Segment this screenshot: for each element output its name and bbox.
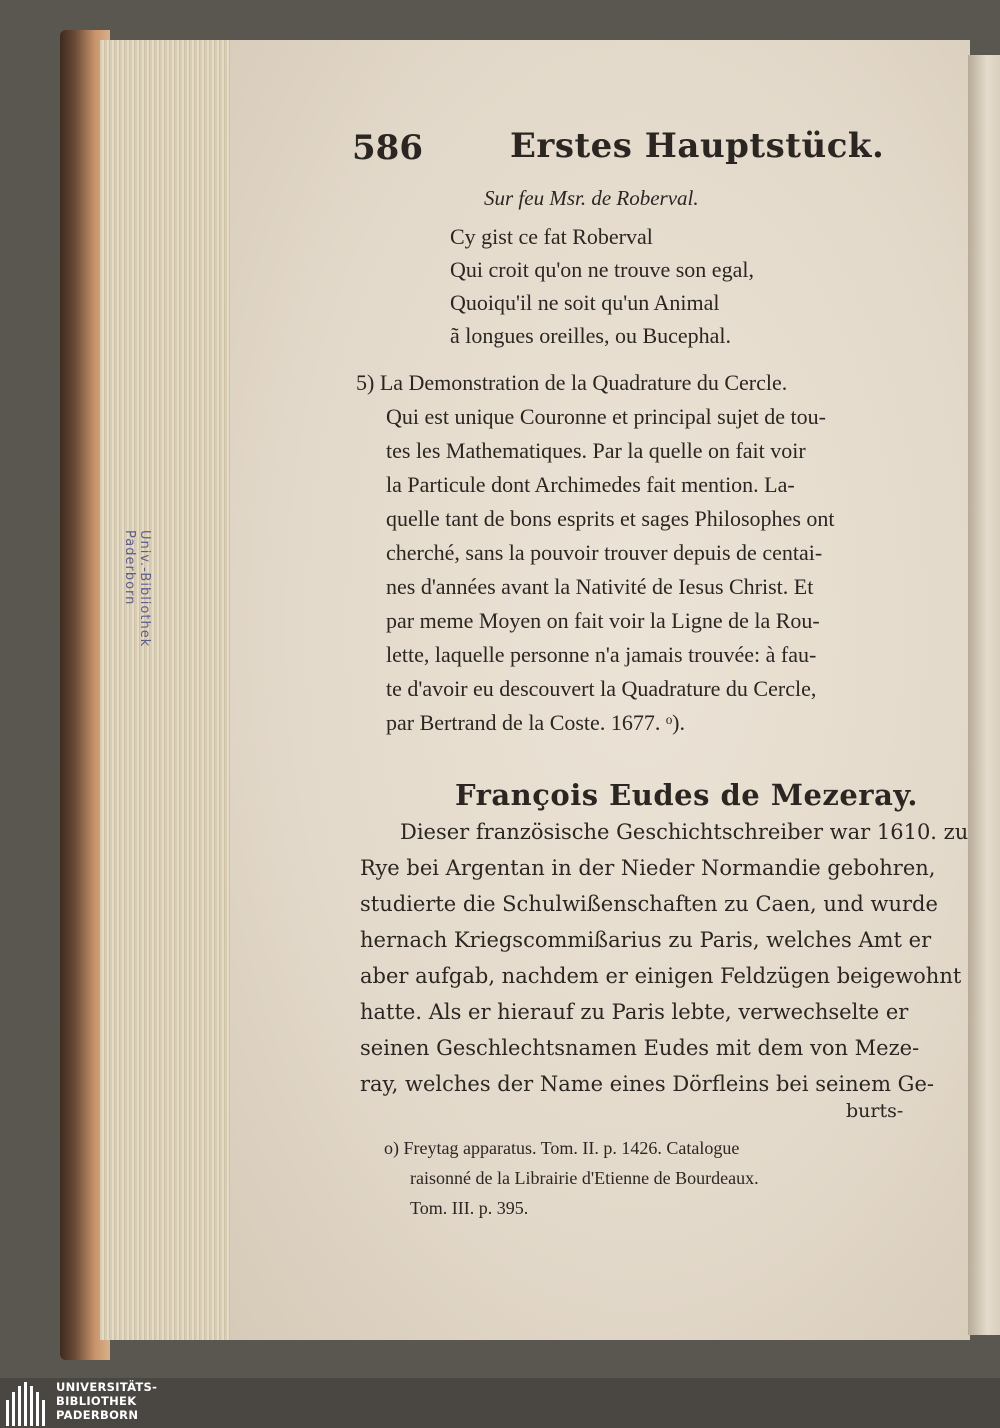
footnote-line: Tom. III. p. 395. (410, 1198, 529, 1218)
catchword: burts- (846, 1100, 904, 1122)
library-stamp: Univ.-Bibliothek Paderborn (122, 530, 152, 648)
running-header: Erstes Hauptstück. (510, 126, 885, 166)
poem-title: Sur feu Msr. de Roberval. (484, 186, 699, 210)
body-line: ray, welches der Name eines Dörfleins bei seinem Ge- (360, 1072, 934, 1096)
body-line: studierte die Schulwißenschaften zu Caen, und wurde (360, 892, 938, 916)
entry-line: par meme Moyen on fait voir la Ligne de la Rou- (386, 608, 820, 633)
section-heading: François Eudes de Mezeray. (455, 778, 918, 812)
next-page-edge (968, 55, 1000, 1335)
entry-line: 5) La Demonstration de la Quadrature du Cercle. (356, 370, 788, 395)
body-line: Rye bei Argentan in der Nieder Normandie gebohren, (360, 856, 936, 880)
body-line: aber aufgab, nachdem er einigen Feldzügen beigewohnt (360, 964, 962, 988)
library-name-line: UNIVERSITÄTS- (56, 1380, 158, 1394)
entry-line: nes d'années avant la Nativité de Iesus Christ. Et (386, 574, 814, 599)
library-name (56, 1380, 157, 1422)
page-number: 586 (352, 128, 423, 168)
library-name-line: PADERBORN (56, 1408, 139, 1422)
entry-line: tes les Mathematiques. Par la quelle on fait voir (386, 438, 806, 463)
entry-line: lette, laquelle personne n'a jamais trouvée: à fau- (386, 642, 817, 667)
entry-line: te d'avoir eu descouvert la Quadrature du Cercle, (386, 676, 817, 701)
entry-line: quelle tant de bons esprits et sages Philosophes ont (386, 506, 835, 531)
body-line: hernach Kriegscommißarius zu Paris, welches Amt er (360, 928, 932, 952)
body-line: seinen Geschlechtsnamen Eudes mit dem von Meze- (360, 1036, 920, 1060)
entry-line: cherché, sans la pouvoir trouver depuis de centai- (386, 540, 823, 565)
body-line: Dieser französische Geschichtschreiber war 1610. zu (400, 820, 969, 844)
poem-line: Qui croit qu'on ne trouve son egal, (450, 257, 754, 282)
library-logo-icon (6, 1382, 50, 1426)
entry-line: la Particule dont Archimedes fait mention. La- (386, 472, 795, 497)
footnote-line: raisonné de la Librairie d'Etienne de Bourdeaux. (410, 1168, 759, 1188)
poem-line: Quoiqu'il ne soit qu'un Animal (450, 290, 720, 315)
entry-line: par Bertrand de la Coste. 1677. ᵒ). (386, 710, 685, 735)
poem-line: ã longues oreilles, ou Bucephal. (450, 323, 732, 348)
poem-line: Cy gist ce fat Roberval (450, 224, 653, 249)
body-line: hatte. Als er hierauf zu Paris lebte, verwechselte er (360, 1000, 909, 1024)
library-name-line: BIBLIOTHEK (56, 1394, 137, 1408)
entry-line: Qui est unique Couronne et principal sujet de tou- (386, 404, 826, 429)
footnote-line: o) Freytag apparatus. Tom. II. p. 1426. Catalogue (384, 1138, 740, 1158)
